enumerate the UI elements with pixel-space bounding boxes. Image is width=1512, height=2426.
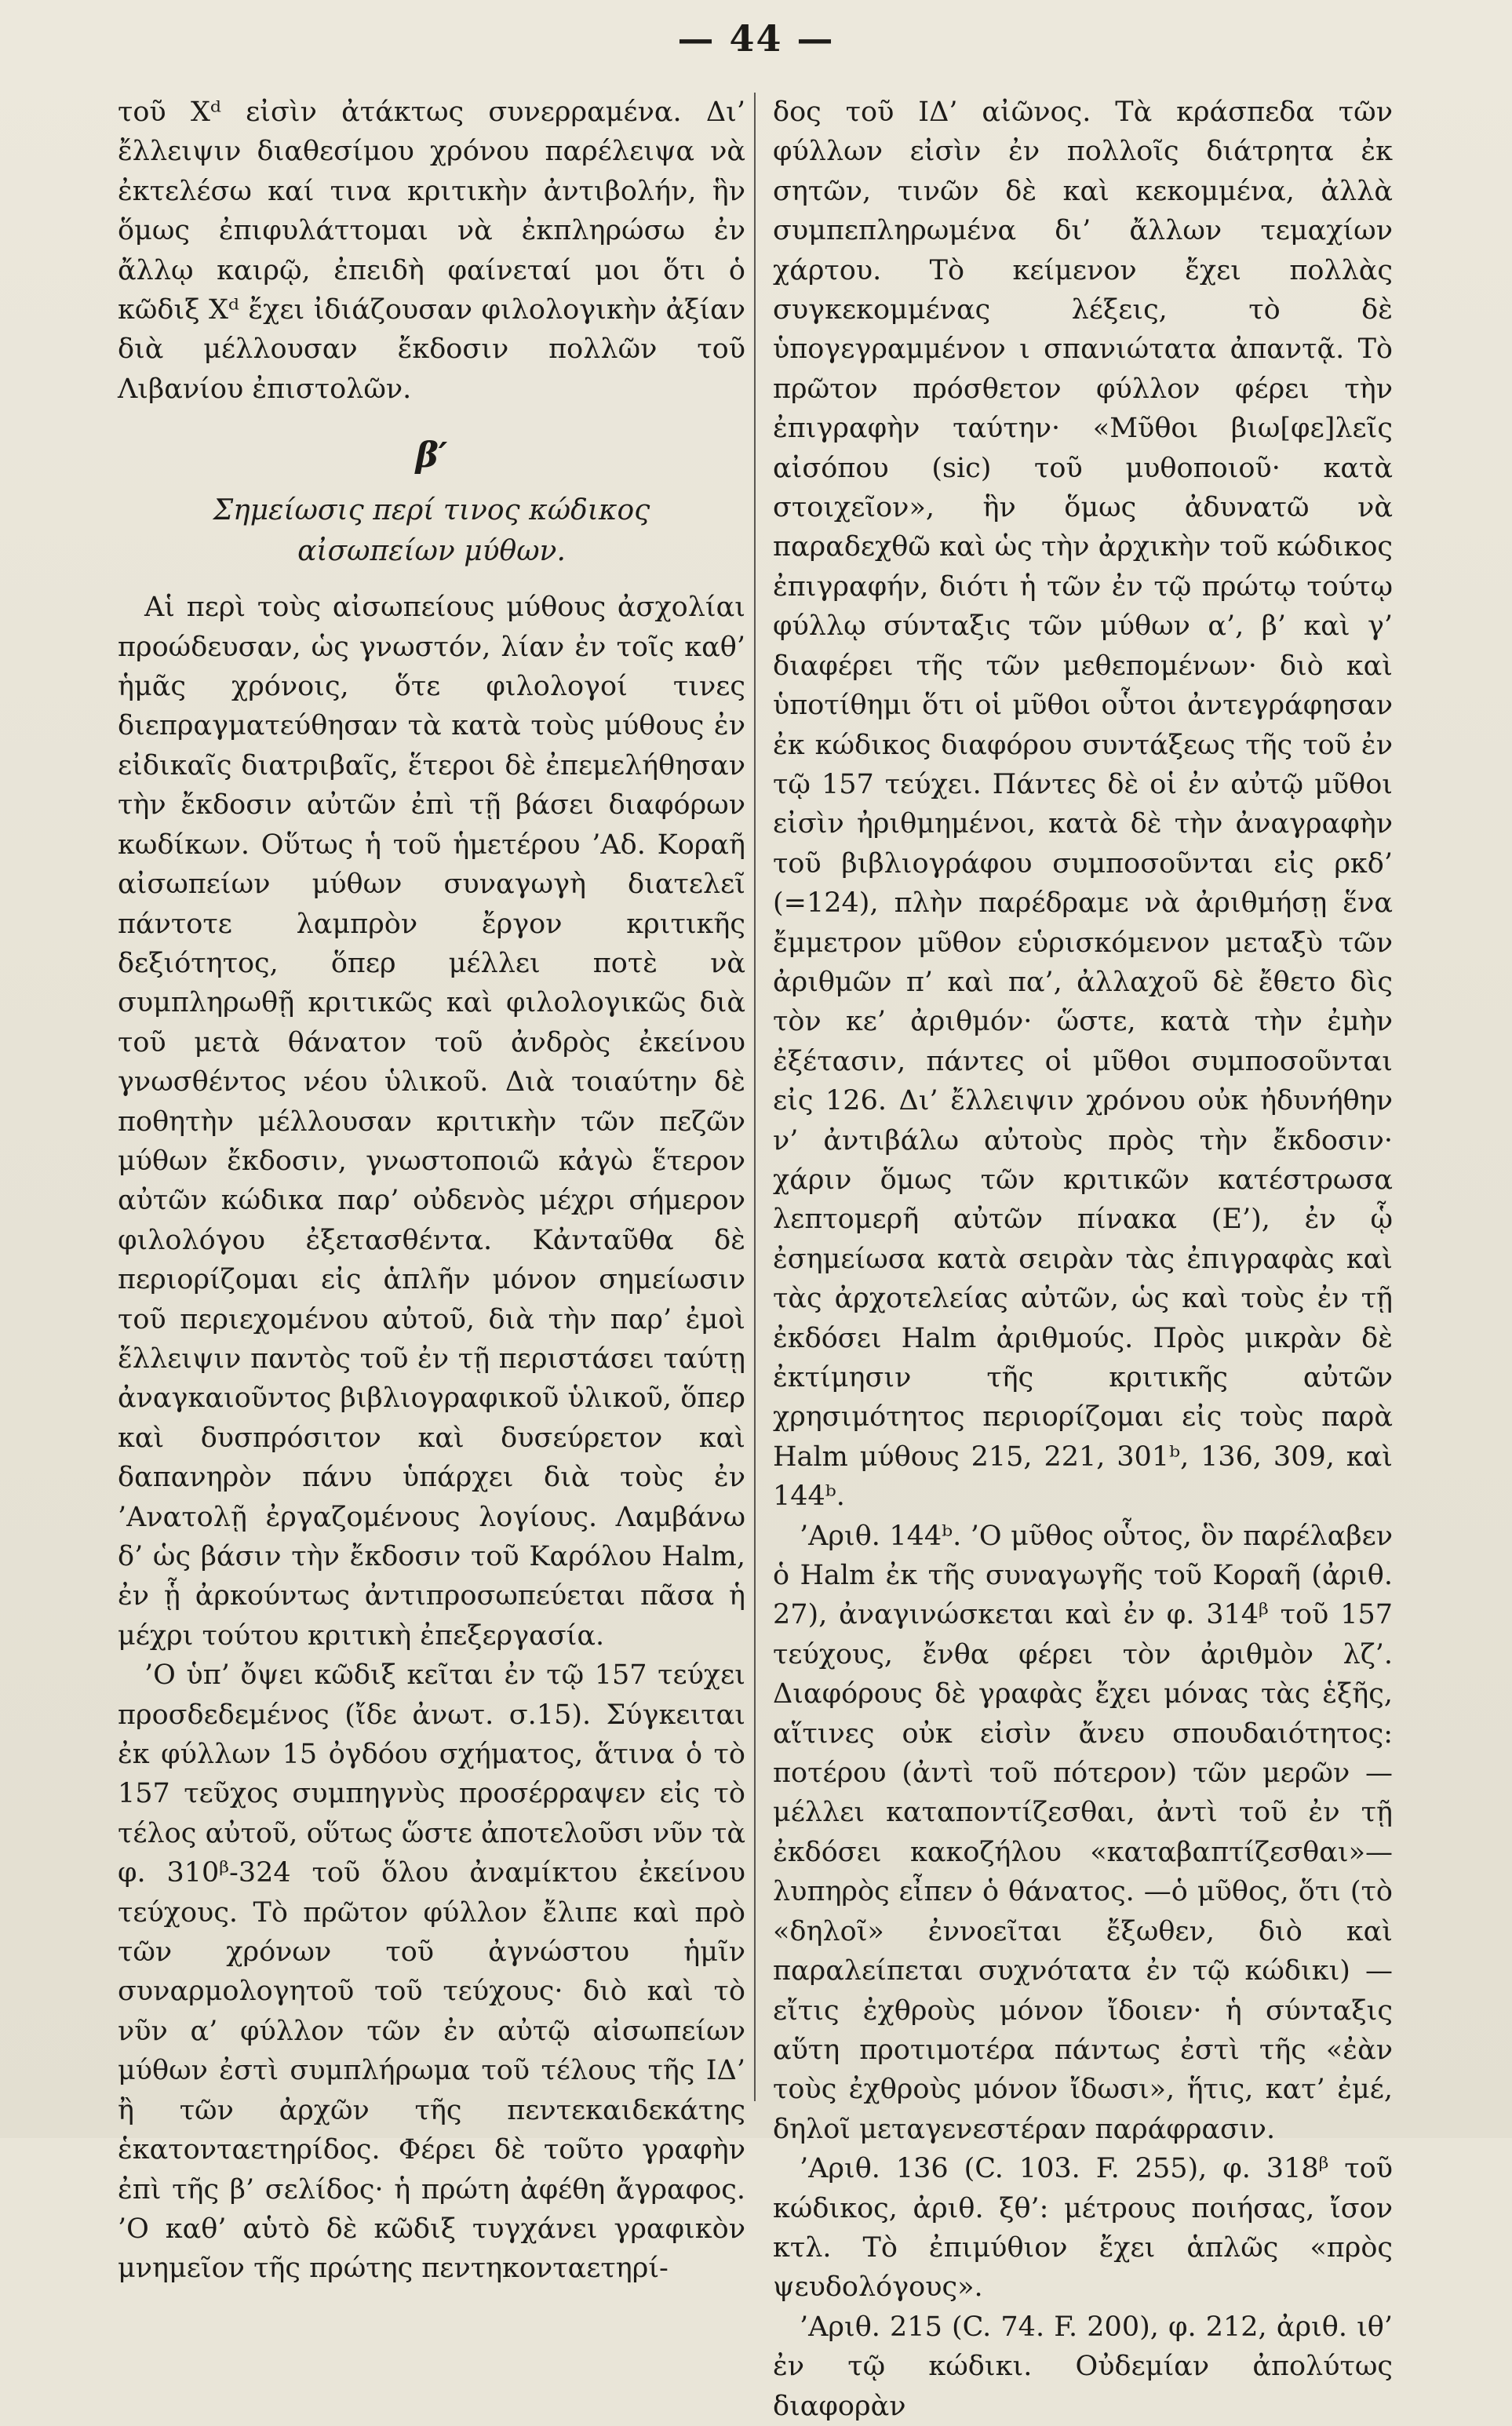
column-divider <box>754 93 756 2101</box>
page-number: — 44 — <box>677 17 835 60</box>
left-column <box>118 93 745 2289</box>
section-title <box>118 490 745 572</box>
body-paragraph: δος τοῦ ΙΔ’ αἰῶνος. Τὰ κράσπεδα τῶν φύλλων εἰσὶν ἐν πολλοῖς διάτρητα ἐκ σητῶν, τινῶν δὲ καὶ κεκομμένα, ἀλλὰ συμπεπληρωμένα δι’ ἄλλων τεμαχίων χάρτου. Τὸ κείμενον ἔχει πολλὰς συγκεκομμένας λέξεις, τὸ δὲ ὑπογεγραμμένον ι σπανιώτατα ἀπαντᾷ. Τὸ πρῶτον πρόσθετον φύλλον φέρει τὴν ἐπιγραφὴν ταύτην· «Μῦθοι βιω[φε]λεῖς αἰσόπου (sic) τοῦ μυθοποιοῦ· κατὰ στοιχεῖον», ἣν ὅμως ἀδυνατῶ νὰ παραδεχθῶ καὶ ὡς τὴν ἀρχικὴν τοῦ κώδικος ἐπιγραφήν, διότι ἡ τῶν ἐν τῷ πρώτῳ τούτῳ φύλλῳ σύνταξις τῶν μύθων α’, β’ καὶ γ’ διαφέρει τῆς τῶν μεθεπομένων· διὸ καὶ ὑποτίθημι ὅτι οἱ μῦθοι οὗτοι ἀντεγράφησαν ἐκ κώδικος διαφόρου συντάξεως τῆς τοῦ ἐν τῷ 157 τεύχει. Πάντες δὲ οἱ ἐν αὐτῷ μῦθοι εἰσὶν ἠριθμημένοι, κατὰ δὲ τὴν ἀναγραφὴν τοῦ βιβλιογράφου συμποσοῦνται εἰς ρκδ’ (=124), πλὴν παρέδραμε νὰ ἀριθμήσῃ ἕνα ἔμμετρον μῦθον εὑρισκόμενον μεταξὺ τῶν ἀριθμῶν π’ καὶ πα’, ἀλλαχοῦ δὲ ἔθετο δὶς τὸν κε’ ἀριθμόν· ὥστε, κατὰ τὴν ἐμὴν ἐξέτασιν, πάντες οἱ μῦθοι συμποσοῦνται εἰς 126. Δι’ ἔλλειψιν χρόνου οὐκ ἠδυνήθην ν’ ἀντιβάλω αὐτοὺς πρὸς τὴν ἔκδοσιν· χάριν ὅμως τῶν κριτικῶν κατέστρωσα λεπτομερῆ αὐτῶν πίνακα (Ε’), ἐν ᾧ ἐσημείωσα κατὰ σειρὰν τὰς ἐπιγραφὰς καὶ τὰς ἀρχοτελείας αὐτῶν, ὡς καὶ τοὺς ἐν τῇ ἐκδόσει Halm ἀριθμούς. Πρὸς μικρὰν δὲ ἐκτίμησιν τῆς κριτικῆς αὐτῶν χρησιμότητος περιορίζομαι εἰς τοὺς παρὰ Halm μύθους 215, 221, 301ᵇ, 136, 309, καὶ 144ᵇ. <box>773 97 1393 1513</box>
body-paragraph: ’Αριθ. 144ᵇ. ’Ο μῦθος οὗτος, ὃν παρέλαβεν ὁ Halm ἐκ τῆς συναγωγῆς τοῦ Κοραῆ (ἀριθ. 27), ἀναγινώσκεται καὶ ἐν φ. 314ᵝ τοῦ 157 τεύχους, ἔνθα φέρει τὸν ἀριθμὸν λζ’. Διαφόρους δὲ γραφὰς ἔχει μόνας τὰς ἑξῆς, αἵτινες οὐκ εἰσὶν ἄνευ σπουδαιότητος: ποτέρου (ἀντὶ τοῦ πότερον) τῶν μερῶν — μέλλει καταποντίζεσθαι, ἀντὶ τοῦ ἐν τῇ ἐκδόσει κακοζήλου «καταβαπτίζεσθαι»— λυπηρὸς εἶπεν ὁ θάνατος. —ὁ μῦθος, ὅτι (τὸ «δηλοῖ» ἐννοεῖται ἔξωθεν, διὸ καὶ παραλείπεται συχνότατα ἐν τῷ κώδικι) — εἴτις ἐχθροὺς μόνον ἴδοιεν· ἡ σύνταξις αὕτη προτιμοτέρα πάντως ἐστὶ τῆς «ἐὰν τοὺς ἐχθροὺς μόνον ἴδωσι», ἥτις, κατ’ ἐμέ, δηλοῖ μεταγενεστέραν παράφρασιν. <box>773 1520 1393 2145</box>
body-paragraph: ’Αριθ. 215 (C. 74. F. 200), φ. 212, ἀριθ. ιθ’ ἐν τῷ κώδικι. Οὐδεμίαν ἀπολύτως διαφορὰν <box>773 2311 1393 2422</box>
body-paragraph: ’Αριθ. 136 (C. 103. F. 255), φ. 318ᵝ τοῦ κώδικος, ἀριθ. ξθ’: μέτρους ποιήσας, ἴσον κτλ. Τὸ ἐπιμύθιον ἔχει ἁπλῶς «πρὸς ψευδολόγους». <box>773 2153 1393 2304</box>
section-title-line1: Σημείωσις περί τινος κώδικος <box>213 494 650 527</box>
intro-paragraph: τοῦ Xᵈ εἰσὶν ἀτάκτως συνερραμένα. Δι’ ἔλλειψιν διαθεσίμου χρόνου παρέλειψα νὰ ἐκτελέσω καί τινα κριτικὴν ἀντιβολήν, ἣν ὅμως ἐπιφυλάττομαι νὰ ἐκπληρώσω ἐν ἄλλῳ καιρῷ, ἐπειδὴ φαίνεταί μοι ὅτι ὁ κῶδιξ Xᵈ ἔχει ἰδιάζουσαν φιλολογικὴν ἀξίαν διὰ μέλλουσαν ἔκδοσιν πολλῶν τοῦ Λιβανίου ἐπιστολῶν. <box>118 97 745 405</box>
section-number: β′ <box>415 435 448 476</box>
section-title-line2: αἰσωπείων μύθων. <box>297 535 566 568</box>
body-paragraph: Αἱ περὶ τοὺς αἰσωπείους μύθους ἀσχολίαι προώδευσαν, ὡς γνωστόν, λίαν ἐν τοῖς καθ’ ἡμᾶς χρόνοις, ὅτε φιλολογοί τινες διεπραγματεύθησαν τὰ κατὰ τοὺς μύθους ἐν εἰδικαῖς διατριβαῖς, ἕτεροι δὲ ἐπεμελήθησαν τὴν ἔκδοσιν αὐτῶν ἐπὶ τῇ βάσει διαφόρων κωδίκων. Οὕτως ἡ τοῦ ἡμετέρου ’Αδ. Κοραῆ αἰσωπείων μύθων συναγωγὴ διατελεῖ πάντοτε λαμπρὸν ἔργον κριτικῆς δεξιότητος, ὅπερ μέλλει ποτὲ νὰ συμπληρωθῇ κριτικῶς καὶ φιλολογικῶς διὰ τοῦ μετὰ θάνατον τοῦ ἀνδρὸς ἐκείνου γνωσθέντος νέου ὑλικοῦ. Διὰ τοιαύτην δὲ ποθητὴν μέλλουσαν κριτικὴν τῶν πεζῶν μύθων ἔκδοσιν, γνωστοποιῶ κἀγὼ ἕτερον αὐτῶν κώδικα παρ’ οὐδενὸς μέχρι σήμερον φιλολόγου ἐξετασθέντα. Κἀνταῦθα δὲ περιορίζομαι εἰς ἁπλῆν μόνον σημείωσιν τοῦ περιεχομένου αὐτοῦ, διὰ τὴν παρ’ ἐμοὶ ἔλλειψιν παντὸς τοῦ ἐν τῇ περιστάσει ταύτῃ ἀναγκαιοῦντος βιβλιογραφικοῦ ὑλικοῦ, ὅπερ καὶ δυσπρόσιτον καὶ δυσεύρετον καὶ δαπανηρὸν πάνυ ὑπάρχει διὰ τοὺς ἐν ’Ανατολῇ ἐργαζομένους λογίους. Λαμβάνω δ’ ὡς βάσιν τὴν ἔκδοσιν τοῦ Καρόλου Halm, ἐν ᾗ ἀρκούντως ἀντιπροσωπεύεται πᾶσα ἡ μέχρι τούτου κριτικὴ ἐπεξεργασία. <box>118 592 745 1652</box>
right-column <box>773 93 1393 2426</box>
body-paragraph: ’Ο ὑπ’ ὄψει κῶδιξ κεῖται ἐν τῷ 157 τεύχει προσδεδεμένος (ἴδε ἀνωτ. σ.15). Σύγκειται ἐκ φύλλων 15 ὀγδόου σχήματος, ἅτινα ὁ τὸ 157 τεῦχος συμπηγνὺς προσέρραψεν εἰς τὸ τέλος αὐτοῦ, οὕτως ὥστε ἀποτελοῦσι νῦν τὰ φ. 310ᵝ-324 τοῦ ὅλου ἀναμίκτου ἐκείνου τεύχους. Τὸ πρῶτον φύλλον ἔλιπε καὶ πρὸ τῶν χρόνων τοῦ ἀγνώστου ἡμῖν συναρμολογητοῦ τοῦ τεύχους· διὸ καὶ τὸ νῦν α’ φύλλον τῶν ἐν αὐτῷ αἰσωπείων μύθων ἐστὶ συμπλήρωμα τοῦ τέλους τῆς ΙΔ’ ἢ τῶν ἀρχῶν τῆς πεντεκαιδεκάτης ἑκατονταετηρίδος. Φέρει δὲ τοῦτο γραφὴν ἐπὶ τῆς β’ σελίδος· ἡ πρώτη ἀφέθη ἄγραφος. ’Ο καθ’ αὑτὸ δὲ κῶδιξ τυγχάνει γραφικὸν μνημεῖον τῆς πρώτης πεντηκονταετηρί- <box>118 1659 745 2285</box>
